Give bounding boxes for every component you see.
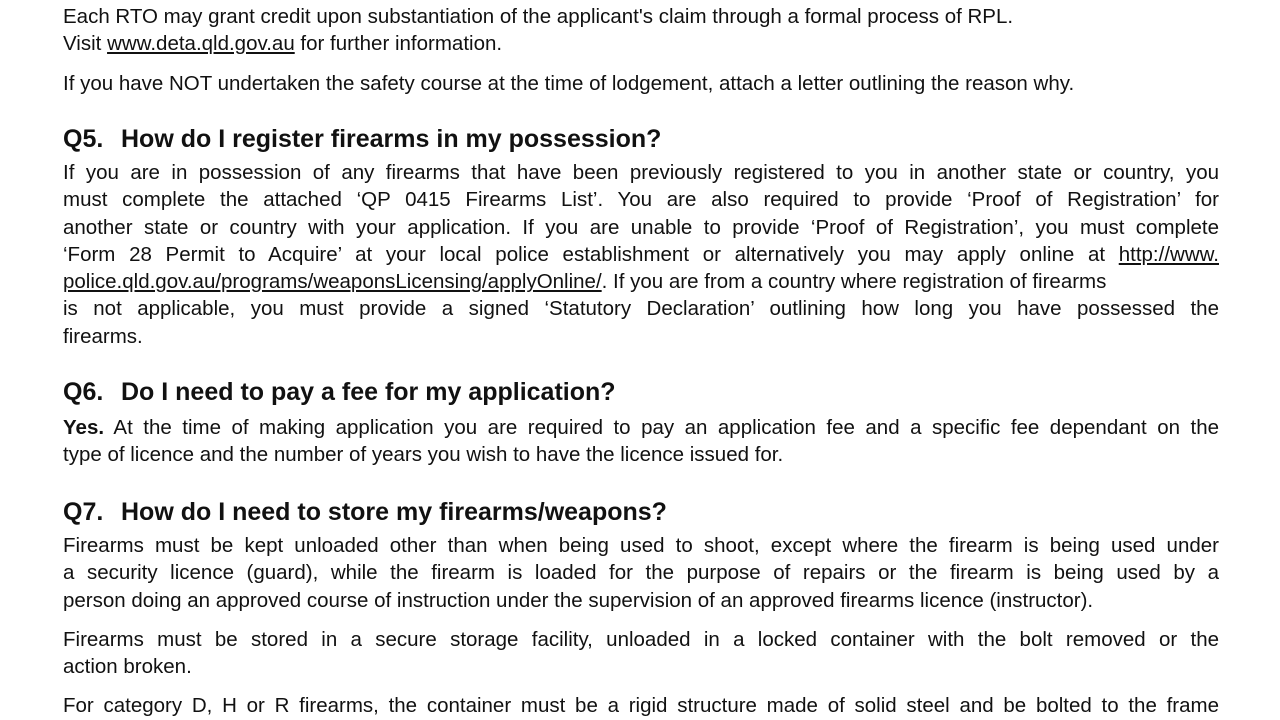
q5-line: must complete the attached ‘QP 0415 Firearms List’. You are also required to provide ‘Proof of Registration’ for xyxy=(63,188,1219,212)
q5-line xyxy=(63,268,1219,295)
q5-line-text: . If you are from a country where registration of firearms xyxy=(601,270,1107,294)
q6-heading xyxy=(63,376,1219,408)
q7-line: Firearms must be kept unloaded other than when being used to shoot, except where the firearm is being used under xyxy=(63,534,1219,557)
q6-line-text: At the time of making application you are required to pay an application fee and a specific fee dependant on the xyxy=(104,416,1219,439)
q5-line: another state or country with your application. If you are unable to provide ‘Proof of Registration’, you must complete xyxy=(63,215,1219,239)
q7-number: Q7. xyxy=(63,498,104,526)
q7-line: a security licence (guard), while the firearm is loaded for the purpose of repairs or the firearm is being used by a xyxy=(63,561,1219,585)
q5-section xyxy=(63,123,1219,350)
q7-line: Firearms must be stored in a secure storage facility, unloaded in a locked container with the bolt removed or the xyxy=(63,627,1219,651)
intro-visit-line xyxy=(63,30,1219,57)
deta-link[interactable]: www.deta.qld.gov.au xyxy=(107,32,295,56)
police-link-part1[interactable]: http://www. xyxy=(1118,242,1219,266)
q5-line: firearms. xyxy=(63,324,143,348)
q6-yes: Yes. xyxy=(63,416,105,439)
q5-line: is not applicable, you must provide a signed ‘Statutory Declaration’ outlining how long you have possessed the xyxy=(63,297,1219,321)
q5-heading xyxy=(63,123,1219,155)
q5-line xyxy=(63,241,1219,268)
visit-text-post: for further information. xyxy=(294,32,503,56)
q6-section xyxy=(63,376,1219,469)
q6-number: Q6. xyxy=(63,378,104,406)
q7-heading xyxy=(63,496,1219,528)
police-link-part2[interactable]: police.qld.gov.au/programs/weaponsLicensing/applyOnline/ xyxy=(63,270,602,294)
intro-section xyxy=(63,3,1219,97)
q6-line: type of licence and the number of years you wish to have the licence issued for. xyxy=(63,443,784,467)
intro-line: Each RTO may grant credit upon substantiation of the applicant's claim through a formal process of RPL. xyxy=(63,5,1014,28)
q7-title: How do I need to store my firearms/weapons? xyxy=(121,498,667,526)
q5-number: Q5. xyxy=(63,125,104,153)
intro-safety-line: If you have NOT undertaken the safety course at the time of lodgement, attach a letter outlining the reason why. xyxy=(63,71,1075,95)
q7-section xyxy=(63,496,1219,720)
q6-line xyxy=(63,414,1219,441)
q5-line: If you are in possession of any firearms that have been previously registered to you in another state or country, you xyxy=(63,161,1219,184)
q5-title: How do I register firearms in my possession? xyxy=(121,125,662,153)
visit-text: Visit xyxy=(63,32,108,56)
q6-title: Do I need to pay a fee for my application? xyxy=(121,378,616,406)
q5-line-text: ‘Form 28 Permit to Acquire’ at your local police establishment or alternatively you may apply online at xyxy=(63,242,1106,266)
q7-line: person doing an approved course of instruction under the supervision of an approved firearms licence (instructor). xyxy=(63,588,1094,612)
q7-line: For category D, H or R firearms, the container must be a rigid structure made of solid steel and be bolted to the frame xyxy=(63,694,1219,718)
q7-line: action broken. xyxy=(63,655,192,679)
